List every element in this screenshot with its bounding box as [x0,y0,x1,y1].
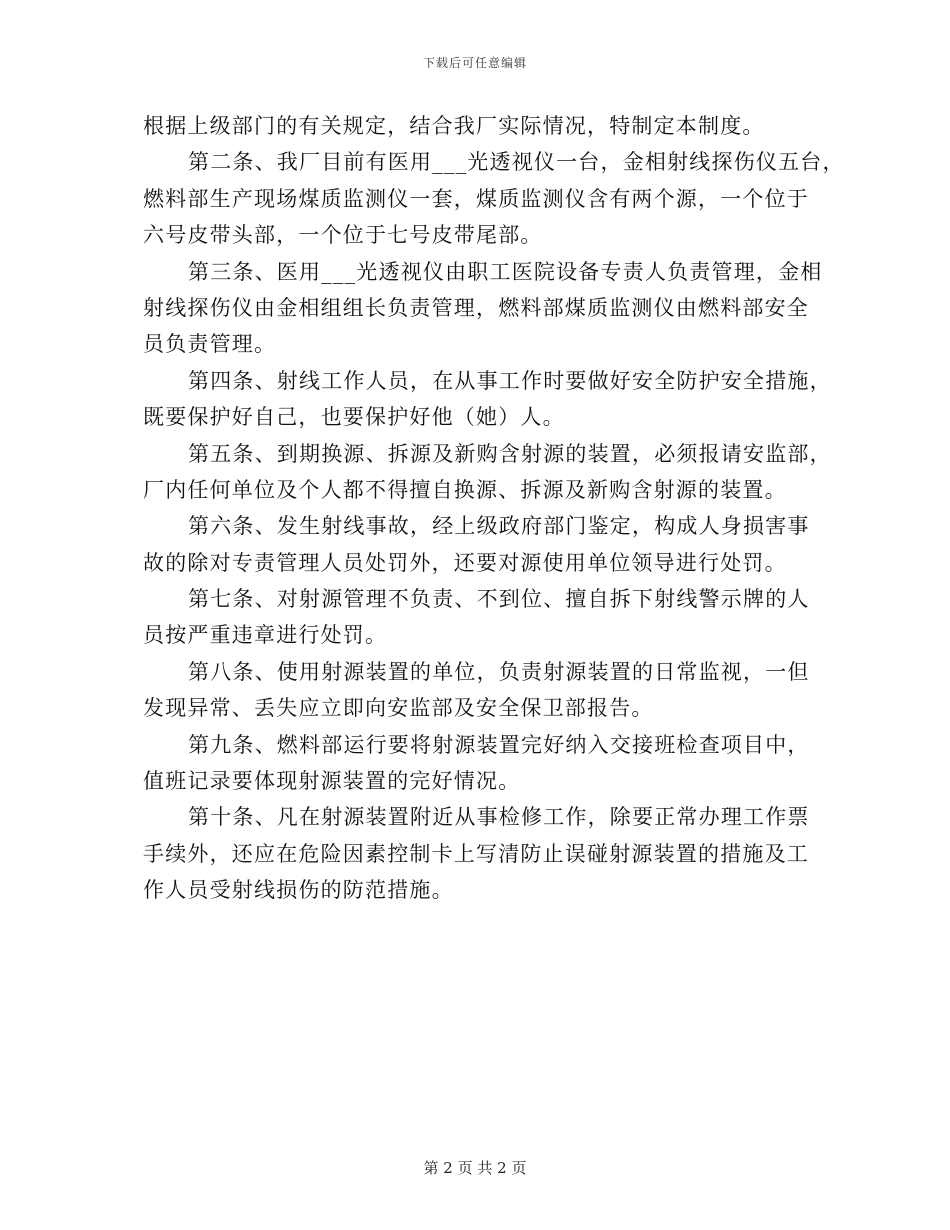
text-line: 员负责管理。 [143,332,277,357]
text-line: 第三条、医用___光透视仪由职工医院设备专责人负责管理，金相 [188,259,823,284]
text-line: 第八条、使用射源装置的单位，负责射源装置的日常监视，一但 [188,659,810,684]
text-line: 第二条、我厂目前有医用___光透视仪一台，金相射线探伤仪五台， [188,150,845,175]
text-line: 根据上级部门的有关规定，结合我厂实际情况，特制定本制度。 [143,114,765,138]
text-line: 既要保护好自己，也要保护好他（她）人。 [143,405,565,430]
text-line: 故的除对专责管理人员处罚外，还要对源使用单位领导进行处罚。 [143,550,787,575]
text-line: 第七条、对射源管理不负责、不到位、擅自拆下射线警示牌的人 [188,587,810,612]
page-number: 第 2 页 共 2 页 [423,1159,527,1177]
text-line: 第十条、凡在射源装置附近从事检修工作，除要正常办理工作票 [188,805,810,830]
text-line: 六号皮带头部，一个位于七号皮带尾部。 [143,223,543,248]
text-line: 值班记录要体现射源装置的完好情况。 [143,769,521,794]
text-line: 燃料部生产现场煤质监测仪一套，煤质监测仪含有两个源，一个位于 [143,186,809,211]
text-line: 发现异常、丢失应立即向安监部及安全保卫部报告。 [143,696,654,721]
text-line: 射线探伤仪由金相组组长负责管理，燃料部煤质监测仪由燃料部安全 [143,295,809,320]
text-line: 第四条、射线工作人员，在从事工作时要做好安全防护安全措施， [188,368,832,393]
text-line: 第九条、燃料部运行要将射源装置完好纳入交接班检查项目中， [188,732,810,757]
text-line: 厂内任何单位及个人都不得擅自换源、拆源及新购含射源的装置。 [143,477,787,502]
text-line: 作人员受射线损伤的防范措施。 [143,878,454,903]
header-note: 下载后可任意编辑 [422,56,527,70]
text-line: 第六条、发生射线事故，经上级政府部门鉴定，构成人身损害事 [188,514,810,539]
text-line: 手续外，还应在危险因素控制卡上写清防止误碰射源装置的措施及工 [143,841,809,866]
text-line: 员按严重违章进行处罚。 [143,623,388,648]
text-line: 第五条、到期换源、拆源及新购含射源的装置，必须报请安监部， [188,441,832,466]
document-body [143,108,845,909]
